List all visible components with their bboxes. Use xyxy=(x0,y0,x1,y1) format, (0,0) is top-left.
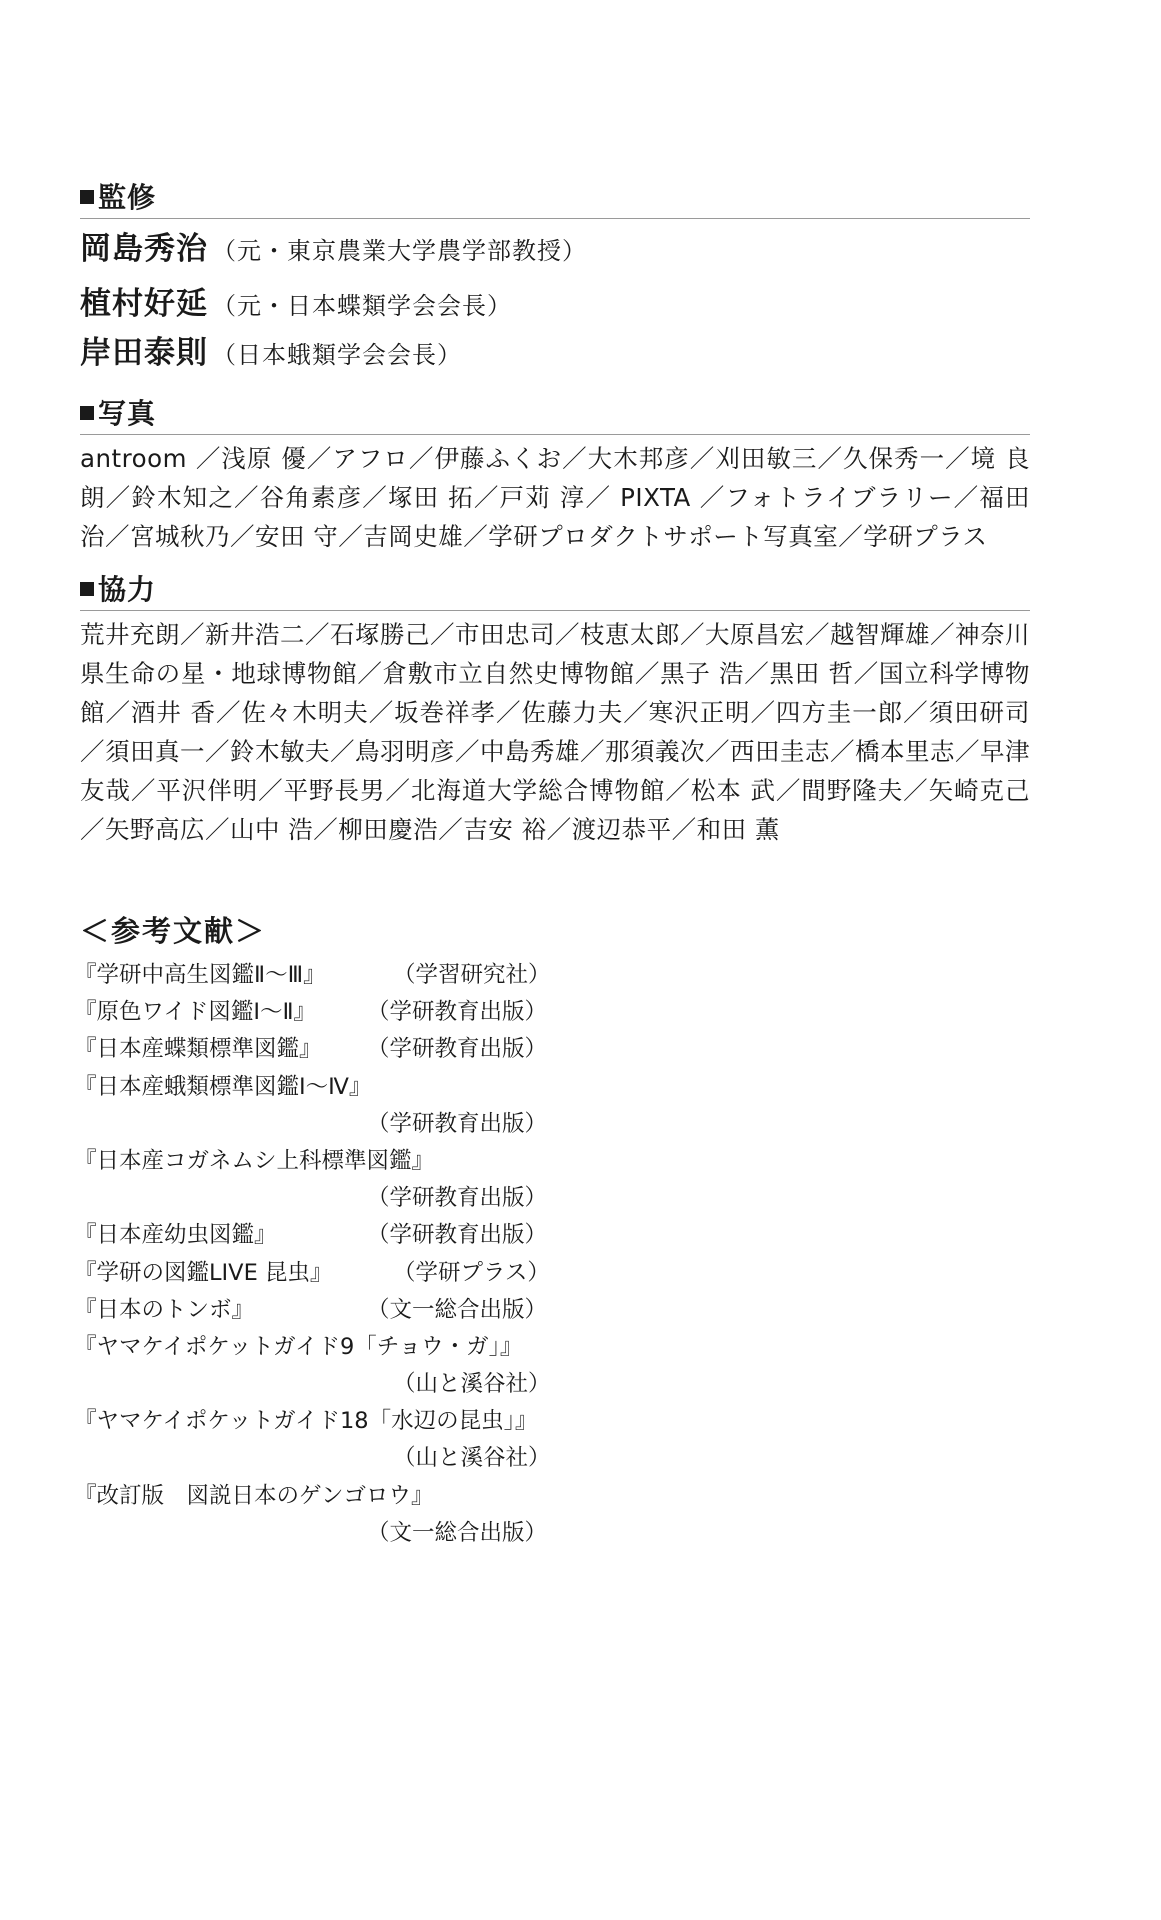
reference-item xyxy=(74,957,580,994)
reference-publisher: （山と溪谷社） xyxy=(393,1371,551,1398)
photo-credits-text: antroom ／浅原 優／アフロ／伊藤ふくお／大木邦彦／刈田敏三／久保秀一／境 良朗／鈴木知之／谷角素彦／塚田 拓／戸苅 淳／ PIXTA ／フォトライブラリー／福田 治／宮城秋乃／安田 守／吉岡史雄／学研プロダクトサポート写真室／学研プラス xyxy=(80,444,1030,551)
reference-item xyxy=(74,1478,580,1515)
cooperation-credits-text: 荒井充朗／新井浩二／石塚勝己／市田忠司／枝恵太郎／大原昌宏／越智輝雄／神奈川県生命の星・地球博物館／倉敷市立自然史博物館／黒子 浩／黒田 哲／国立科学博物館／酒井 香／佐々木明夫／坂巻祥孝／佐藤力夫／寒沢正明／四方圭一郎／須田研司／須田真一／鈴木敏夫／鳥羽明彦／中島秀雄／那須義次／西田圭志／橋本里志／早津友哉／平沢伴明／平野長男／北海道大学総合博物館／松本 武／間野隆夫／矢崎克己／矢野高広／山中 浩／柳田慶浩／吉安 裕／渡辺恭平／和田 薫 xyxy=(80,620,1030,844)
square-bullet-icon xyxy=(80,406,94,420)
reference-publisher-line xyxy=(80,1366,580,1403)
references-heading: ＜参考文献＞ xyxy=(80,914,267,948)
reference-publisher: （学習研究社） xyxy=(393,962,551,988)
reference-publisher: （学研プラス） xyxy=(393,1259,550,1286)
supervision-heading-text: 監修 xyxy=(98,181,157,214)
photos-heading xyxy=(80,396,1030,435)
reference-item xyxy=(74,1069,580,1106)
reference-title: 『学研中高生図鑑Ⅱ～Ⅲ』 xyxy=(74,962,326,988)
reference-publisher: （学研教育出版） xyxy=(367,1222,548,1249)
reference-title: 『原色ワイド図鑑Ⅰ～Ⅱ』 xyxy=(74,999,317,1026)
reference-title: 『日本産幼虫図鑑』 xyxy=(74,1222,277,1249)
supervisor-affiliation: （元・東京農業大学農学部教授） xyxy=(212,237,587,265)
reference-title: 『学研の図鑑LIVE 昆虫』 xyxy=(74,1259,333,1286)
supervisor-name: 植村好延 xyxy=(80,286,208,322)
reference-publisher-line xyxy=(80,1106,580,1143)
reference-title: 『改訂版 図説日本のゲンゴロウ』 xyxy=(74,1482,434,1509)
reference-publisher-line xyxy=(80,1180,580,1217)
reference-publisher-line xyxy=(80,1515,580,1552)
reference-item xyxy=(74,1217,580,1254)
supervisor-row xyxy=(80,227,1030,276)
photos-heading-text: 写真 xyxy=(98,397,157,430)
references-list xyxy=(74,957,580,1552)
cooperation-heading-text: 協力 xyxy=(98,573,157,606)
reference-item xyxy=(74,1255,580,1292)
reference-title: 『日本のトンボ』 xyxy=(74,1296,255,1323)
cooperation-section xyxy=(80,572,1030,849)
reference-publisher: （学研教育出版） xyxy=(367,1110,548,1137)
reference-title: 『ヤマケイポケットガイド9「チョウ・ガ」』 xyxy=(74,1333,523,1360)
reference-publisher: （文一総合出版） xyxy=(367,1296,548,1323)
reference-item xyxy=(74,1329,580,1366)
supervisor-affiliation: （元・日本蝶類学会会長） xyxy=(212,292,512,320)
reference-publisher: （学研教育出版） xyxy=(367,1185,548,1212)
supervision-heading xyxy=(80,180,1030,219)
reference-title: 『日本産コガネムシ上科標準図鑑』 xyxy=(74,1147,435,1174)
reference-publisher-line xyxy=(80,1440,580,1477)
supervisor-name: 岡島秀治 xyxy=(80,231,208,267)
square-bullet-icon xyxy=(80,190,94,204)
supervisor-list xyxy=(80,227,1030,380)
reference-item xyxy=(74,994,580,1031)
supervisor-row xyxy=(80,331,1030,380)
reference-publisher: （文一総合出版） xyxy=(367,1519,548,1546)
supervisor-row xyxy=(80,282,1030,331)
cooperation-heading xyxy=(80,572,1030,611)
supervisor-name: 岸田泰則 xyxy=(80,335,208,371)
supervisor-affiliation: （日本蛾類学会会長） xyxy=(212,341,462,369)
reference-title: 『日本産蛾類標準図鑑Ⅰ～Ⅳ』 xyxy=(74,1073,372,1100)
reference-item xyxy=(74,1403,580,1440)
reference-item xyxy=(74,1031,580,1068)
photos-section xyxy=(80,396,1030,556)
reference-publisher: （山と溪谷社） xyxy=(393,1445,551,1472)
reference-publisher: （学研教育出版） xyxy=(367,1036,548,1063)
credits-page xyxy=(74,180,1030,1552)
reference-title: 『日本産蝶類標準図鑑』 xyxy=(74,1036,322,1063)
reference-publisher: （学研教育出版） xyxy=(367,999,548,1026)
reference-item xyxy=(74,1292,580,1329)
reference-title: 『ヤマケイポケットガイド18「水辺の昆虫」』 xyxy=(74,1408,538,1435)
square-bullet-icon xyxy=(80,582,94,596)
reference-item xyxy=(74,1143,580,1180)
